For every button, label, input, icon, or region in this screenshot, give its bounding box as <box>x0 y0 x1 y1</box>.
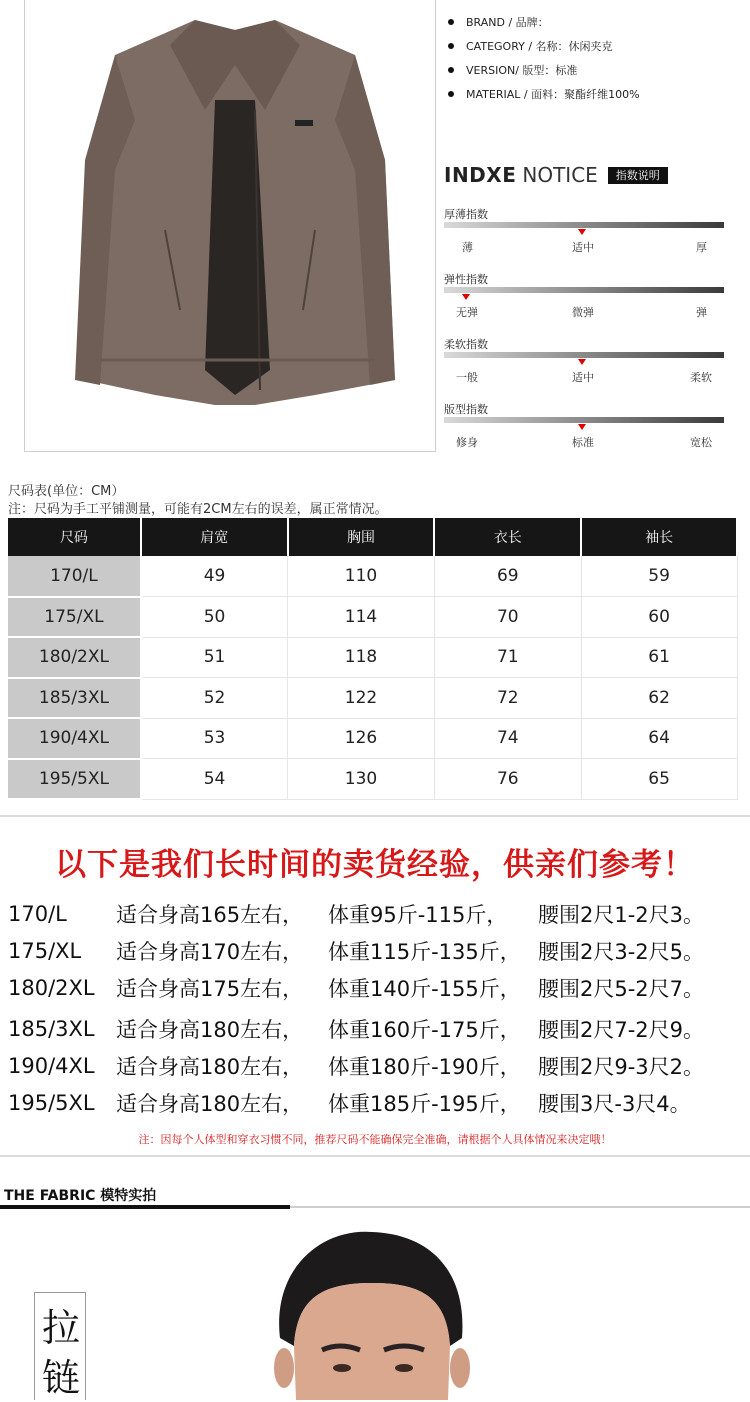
sleeve-cell: 59 <box>581 556 737 597</box>
sleeve-cell: 62 <box>581 678 737 719</box>
rec-height: 适合身高180左右， <box>116 1018 304 1042</box>
fit-scale <box>444 401 724 463</box>
table-row <box>8 637 737 678</box>
spec-version-label: VERSION/ 版型：标准 <box>466 64 578 77</box>
rec-size: 195/5XL <box>8 1091 95 1115</box>
zipper-char: 拉 <box>41 1306 80 1350</box>
rec-size: 175/XL <box>8 939 82 963</box>
header-length: 衣长 <box>434 518 581 556</box>
selected-marker-icon <box>462 294 470 300</box>
scale-label-high: 厚 <box>696 241 707 254</box>
table-row <box>8 678 737 719</box>
scale-label-mid: 适中 <box>572 241 594 254</box>
recommendation-title: 以下是我们长时间的卖货经验，供亲们参考！ <box>55 847 695 883</box>
chest-cell: 118 <box>288 637 435 678</box>
rec-size: 180/2XL <box>8 976 95 1000</box>
rec-height: 适合身高165左右， <box>116 903 304 927</box>
shoulder-cell: 52 <box>141 678 288 719</box>
scale-name: 柔软指数 <box>444 338 488 351</box>
sleeve-cell: 61 <box>581 637 737 678</box>
shoulder-cell: 53 <box>141 718 288 759</box>
table-row <box>8 718 737 759</box>
sleeve-cell: 64 <box>581 718 737 759</box>
size-unit-note: 尺码表(单位：CM） <box>8 484 125 499</box>
chest-cell: 130 <box>288 759 435 800</box>
rec-weight: 体重160斤-175斤， <box>328 1018 521 1042</box>
recommendation-row <box>8 1046 704 1086</box>
heading-divider <box>290 1206 750 1208</box>
thickness-scale <box>444 206 724 268</box>
rec-height: 适合身高180左右， <box>116 1055 304 1079</box>
chest-cell: 114 <box>288 597 435 638</box>
selected-marker-icon <box>578 359 586 365</box>
header-sleeve: 袖长 <box>581 518 737 556</box>
length-cell: 72 <box>434 678 581 719</box>
size-cell: 195/5XL <box>8 759 141 800</box>
spec-material-label: MATERIAL / 面料：聚酯纤维100% <box>466 88 640 101</box>
shoulder-cell: 50 <box>141 597 288 638</box>
notice-tag: 指数说明 <box>608 167 668 184</box>
chest-cell: 126 <box>288 718 435 759</box>
spec-brand-label: BRAND / 品牌： <box>466 16 549 29</box>
scale-label-mid: 微弹 <box>572 306 594 319</box>
size-cell: 175/XL <box>8 597 141 638</box>
scale-label-low: 一般 <box>456 371 478 384</box>
zipper-label-box <box>34 1292 86 1400</box>
header-shoulder: 肩宽 <box>141 518 288 556</box>
scale-label-mid: 标准 <box>572 436 594 449</box>
zipper-char: 链 <box>41 1356 80 1400</box>
scale-label-low: 修身 <box>456 436 478 449</box>
shoulder-cell: 49 <box>141 556 288 597</box>
spec-category-label: CATEGORY / 名称：休闲夹克 <box>466 40 613 53</box>
rec-weight: 体重95斤-115斤， <box>328 903 508 927</box>
rec-height: 适合身高180左右， <box>116 1092 304 1116</box>
scale-bar <box>444 417 724 423</box>
bullet-icon <box>448 43 454 49</box>
scale-label-high: 柔软 <box>690 371 712 384</box>
rec-weight: 体重185斤-195斤， <box>328 1092 521 1116</box>
size-cell: 180/2XL <box>8 637 141 678</box>
chest-cell: 110 <box>288 556 435 597</box>
scale-label-mid: 适中 <box>572 371 594 384</box>
size-recommendation <box>0 815 750 1157</box>
scale-label-high: 弹 <box>696 306 707 319</box>
softness-scale <box>444 336 724 398</box>
rec-weight: 体重180斤-190斤， <box>328 1055 521 1079</box>
fabric-heading: THE FABRIC 模特实拍 <box>4 1188 157 1204</box>
scale-label-low: 薄 <box>462 241 473 254</box>
size-cell: 170/L <box>8 556 141 597</box>
model-photo <box>262 1228 482 1400</box>
notice-title-bold: INDXE <box>444 163 517 187</box>
rec-waist: 腰围3尺-3尺4。 <box>538 1092 691 1116</box>
recommendation-row <box>8 1009 704 1049</box>
jacket-image <box>55 0 415 420</box>
spec-list <box>448 10 640 106</box>
notice-title-light: NOTICE <box>522 163 598 187</box>
index-notice-title <box>444 163 668 187</box>
rec-waist: 腰围2尺7-2尺9。 <box>538 1018 705 1042</box>
table-row <box>8 759 737 800</box>
scale-label-low: 无弹 <box>456 306 478 319</box>
table-row <box>8 597 737 638</box>
heading-underline <box>0 1205 290 1209</box>
length-cell: 70 <box>434 597 581 638</box>
recommendation-row <box>8 968 704 1008</box>
size-cell: 185/3XL <box>8 678 141 719</box>
rec-size: 170/L <box>8 902 67 926</box>
rec-weight: 体重140斤-155斤， <box>328 977 521 1001</box>
scale-name: 厚薄指数 <box>444 208 488 221</box>
spec-material <box>448 82 640 106</box>
recommendation-note: 注：因每个人体型和穿衣习惯不同，推荐尺码不能确保完全准确，请根据个人具体情况来决定哦！ <box>138 1133 612 1146</box>
length-cell: 74 <box>434 718 581 759</box>
selected-marker-icon <box>578 229 586 235</box>
recommendation-row <box>8 931 704 971</box>
length-cell: 76 <box>434 759 581 800</box>
recommendation-row <box>8 1083 691 1123</box>
scale-name: 版型指数 <box>444 403 488 416</box>
elasticity-scale <box>444 271 724 333</box>
rec-size: 185/3XL <box>8 1017 95 1041</box>
rec-waist: 腰围2尺5-2尺7。 <box>538 977 705 1001</box>
rec-waist: 腰围2尺9-3尺2。 <box>538 1055 705 1079</box>
scale-label-high: 宽松 <box>690 436 712 449</box>
scale-bar <box>444 352 724 358</box>
length-cell: 71 <box>434 637 581 678</box>
rec-waist: 腰围2尺3-2尺5。 <box>538 940 705 964</box>
spec-version <box>448 58 640 82</box>
header-size: 尺码 <box>8 518 141 556</box>
rec-height: 适合身高175左右， <box>116 977 304 1001</box>
header-chest: 胸围 <box>288 518 435 556</box>
scale-bar <box>444 222 724 228</box>
size-measure-note: 注：尺码为手工平铺测量，可能有2CM左右的误差，属正常情况。 <box>8 502 388 517</box>
sleeve-cell: 60 <box>581 597 737 638</box>
scale-bar <box>444 287 724 293</box>
rec-waist: 腰围2尺1-2尺3。 <box>538 903 705 927</box>
product-photo-frame <box>24 0 436 452</box>
table-row <box>8 556 737 597</box>
shoulder-cell: 51 <box>141 637 288 678</box>
length-cell: 69 <box>434 556 581 597</box>
rec-height: 适合身高170左右， <box>116 940 304 964</box>
selected-marker-icon <box>578 424 586 430</box>
spec-brand <box>448 10 640 34</box>
sleeve-cell: 65 <box>581 759 737 800</box>
size-table-header <box>8 518 737 556</box>
bullet-icon <box>448 19 454 25</box>
size-cell: 190/4XL <box>8 718 141 759</box>
shoulder-cell: 54 <box>141 759 288 800</box>
rec-weight: 体重115斤-135斤， <box>328 940 521 964</box>
bullet-icon <box>448 67 454 73</box>
bullet-icon <box>448 91 454 97</box>
scale-name: 弹性指数 <box>444 273 488 286</box>
spec-category <box>448 34 640 58</box>
rec-size: 190/4XL <box>8 1054 95 1078</box>
size-table <box>8 518 738 800</box>
chest-cell: 122 <box>288 678 435 719</box>
recommendation-row <box>8 894 704 934</box>
